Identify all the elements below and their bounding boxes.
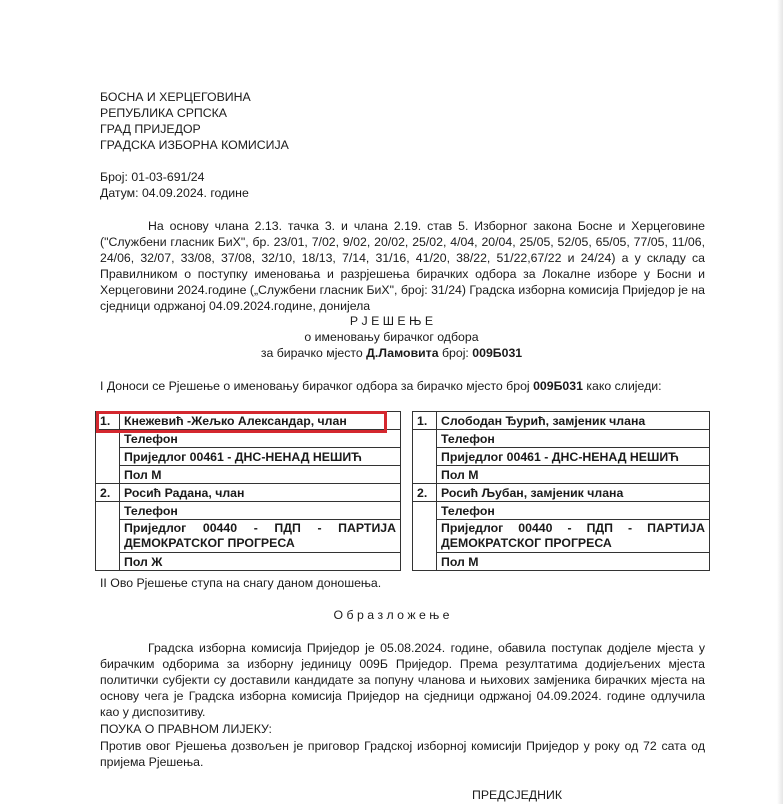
deputy-2-number: 2. <box>413 484 437 502</box>
header-country: БОСНА И ХЕРЦЕГОВИНА <box>100 90 251 104</box>
polling-place: Д.Ламовита <box>366 346 439 360</box>
member-2-number: 2. <box>96 484 120 502</box>
document-date: Датум: 04.09.2024. године <box>100 186 249 200</box>
section-one-code: 009Б031 <box>533 379 583 393</box>
table-row <box>96 484 710 502</box>
preamble-paragraph: На основу члана 2.13. тачка 3. и члана 2.19. став 5. Изборног закона Босне и Херцеговине ("Службени гласник БиХ", бр. 23/01, 7/02, 9/02, 20/02, 25/02, 4/04, 20/04, 25/05, 52/05, 65/05, 77/05, 11/06, 24/06, 32/07, 33/08, 37/08, 32/10, 18/13, 7/14, 31/16, 41/20, 38/22, 51/22,67/22 и 24/24) а у складу са Правилником о поступку именовања и разрјешења бирачких одбора за Локалне изборе у Босни и Херцеговини 2024.године („Службени гласник БиХ", број: 31/24) Градска изборна комисија Приједор је на сједници одржаној 04.09.2024.године, донијела <box>100 219 705 313</box>
signature-title: ПРЕДСЈЕДНИК <box>472 788 563 802</box>
deputy-2-proposal: Приједлог 00440 - ПДП - ПАРТИЈА ДЕМОКРАТСКОГ ПРОГРЕСА <box>437 520 710 553</box>
member-1-proposal: Приједлог 00461 - ДНС-НЕНАД НЕШИЋ <box>120 448 401 466</box>
header-commission: ГРАДСКА ИЗБОРНА КОМИСИЈА <box>100 138 289 152</box>
legal-remedy-paragraph: Против овог Рјешења дозвољен је приговор Градској изборној комисији Приједор у року од 72 сата од пријема Рјешења. <box>100 739 705 769</box>
member-1-number: 1. <box>96 412 120 430</box>
document-number: Број: 01-03-691/24 <box>100 170 205 184</box>
polling-mid: број: <box>438 346 473 360</box>
section-two: II Ово Рјешење ступа на снагу даном доношења. <box>100 576 382 590</box>
member-1-name: Кнежевић -Жељко Александар, члан <box>120 412 401 430</box>
decision-subtitle: о именовању бирачког одбора <box>304 330 479 344</box>
deputy-1-gender: Пол М <box>437 466 710 484</box>
committee-table <box>95 411 710 571</box>
reasoning-title: О б р а з л о ж е њ е <box>333 608 450 622</box>
deputy-2-phone: Телефон <box>437 502 710 520</box>
polling-prefix: за бирачко мјесто <box>260 346 367 360</box>
deputy-2-name: Росић Љубан, замјеник члана <box>437 484 710 502</box>
polling-code: 009Б031 <box>472 346 523 360</box>
member-1-phone: Телефон <box>120 430 401 448</box>
table-row <box>96 448 710 466</box>
red-highlight-box <box>96 411 387 433</box>
table-row <box>96 553 710 571</box>
member-1-gender: Пол М <box>120 466 401 484</box>
table-row <box>96 502 710 520</box>
table-row <box>96 520 710 553</box>
member-2-phone: Телефон <box>120 502 401 520</box>
deputy-1-name: Слободан Ђурић, замјеник члана <box>437 412 710 430</box>
member-2-name: Росић Радана, члан <box>120 484 401 502</box>
legal-remedy-title: ПОУКА О ПРАВНОМ ЛИЈЕКУ: <box>100 722 272 736</box>
section-one-prefix: I Доноси се Рјешење о именовању бирачког одбора за бирачко мјесто број <box>100 379 534 393</box>
deputy-1-proposal: Приједлог 00461 - ДНС-НЕНАД НЕШИЋ <box>437 448 710 466</box>
header-city: ГРАД ПРИЈЕДОР <box>100 122 201 136</box>
reasoning-paragraph: Градска изборна комисија Приједор је 05.08.2024. године, обавила поступак додјеле мјеста у бирачким одборима за изборну јединицу 009Б Приједор. Према резултатима додијељених мјеста политички субјекти су доставили кандидате за попуну чланова и њихових замјеника бирачких мјеста на основу чега је Градска изборна комисија Приједор на сједници одржаној 04.09.2024. године одлучила као у диспозитиву. <box>100 641 705 719</box>
polling-station-line <box>0 346 783 361</box>
section-one-suffix: како слиједи: <box>582 379 662 393</box>
header-entity: РЕПУБЛИКА СРПСКА <box>100 106 227 120</box>
member-2-gender: Пол Ж <box>120 553 401 571</box>
deputy-1-number: 1. <box>413 412 437 430</box>
page-edge <box>777 0 783 804</box>
deputy-2-gender: Пол М <box>437 553 710 571</box>
deputy-1-phone: Телефон <box>437 430 710 448</box>
section-one <box>100 379 662 394</box>
decision-title: Р Ј Е Ш Е Њ Е <box>349 314 434 328</box>
table-row <box>96 466 710 484</box>
member-2-proposal: Приједлог 00440 - ПДП - ПАРТИЈА ДЕМОКРАТСКОГ ПРОГРЕСА <box>120 520 401 553</box>
